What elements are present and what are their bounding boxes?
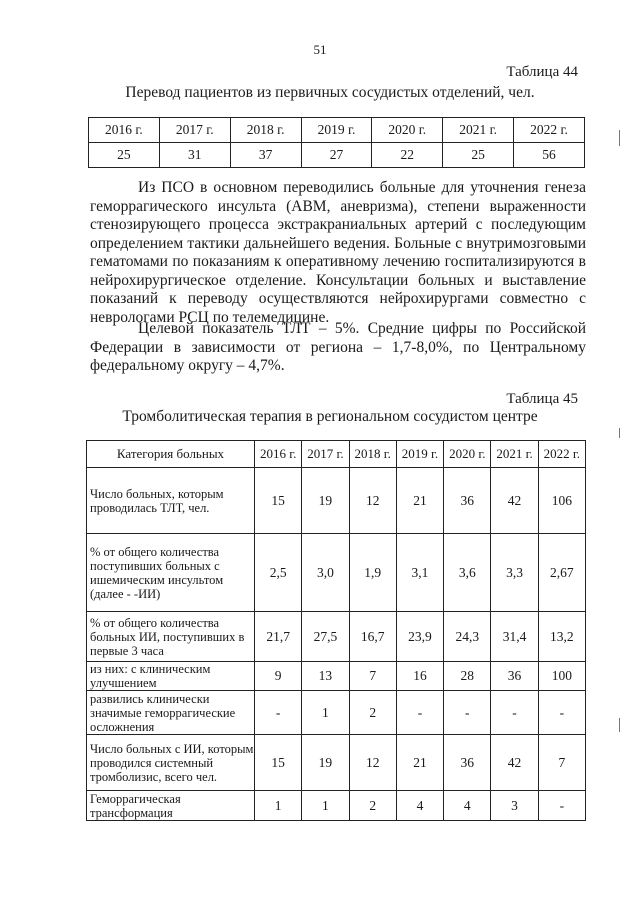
table-45 xyxy=(86,440,586,821)
table-45-category: Число больных, которым проводилась ТЛТ, чел. xyxy=(87,468,255,534)
table-44-year: 2018 г. xyxy=(230,118,301,143)
table-45-value: 3,6 xyxy=(444,534,491,612)
table-45-row xyxy=(87,662,586,691)
table-45-value: 4 xyxy=(396,791,443,821)
table-45-value: 13 xyxy=(302,662,349,691)
table-45-header-year: 2022 г. xyxy=(538,441,585,468)
table-45-row xyxy=(87,612,586,662)
table-45-value: 21 xyxy=(396,735,443,791)
table-45-value: 1 xyxy=(255,791,302,821)
table-45-row xyxy=(87,791,586,821)
table-45-value: 9 xyxy=(255,662,302,691)
table-45-value: - xyxy=(538,691,585,735)
table-45-value: 42 xyxy=(491,735,538,791)
table-45-value: 1,9 xyxy=(349,534,396,612)
table-44-value: 22 xyxy=(372,143,443,168)
table-45-value: - xyxy=(255,691,302,735)
table-45-value: - xyxy=(444,691,491,735)
table-44-title: Перевод пациентов из первичных сосудистых отделений, чел. xyxy=(125,84,535,101)
table-45-value: 36 xyxy=(491,662,538,691)
table-45-value: 36 xyxy=(444,468,491,534)
scan-artifact xyxy=(619,130,620,146)
table-45-value: 7 xyxy=(349,662,396,691)
table-45-value: 2 xyxy=(349,791,396,821)
table-44-value-row xyxy=(89,143,585,168)
table-45-value: 3,1 xyxy=(396,534,443,612)
table-45-value: 42 xyxy=(491,468,538,534)
table-44-value: 25 xyxy=(443,143,514,168)
table-45-value: 15 xyxy=(255,468,302,534)
table-45-value: 27,5 xyxy=(302,612,349,662)
table-44-value: 27 xyxy=(301,143,372,168)
table-45-category: % от общего количества больных ИИ, поступивших в первые 3 часа xyxy=(87,612,255,662)
table-45-value: 36 xyxy=(444,735,491,791)
paragraph-target-indicator: Целевой показатель ТЛТ – 5%. Средние цифры по Российской Федерации в зависимости от региона – 1,7-8,0%, по Центральному федеральному округу – 4,7%. xyxy=(90,320,586,374)
table-44 xyxy=(88,117,585,168)
table-44-value: 37 xyxy=(230,143,301,168)
table-45-value: 28 xyxy=(444,662,491,691)
table-45-header-year: 2017 г. xyxy=(302,441,349,468)
table-45-category: Геморрагическая трансформация xyxy=(87,791,255,821)
scan-artifact xyxy=(619,428,620,438)
table-45-value: 12 xyxy=(349,735,396,791)
table-45-value: 3,0 xyxy=(302,534,349,612)
table-45-category: Число больных с ИИ, которым проводился системный тромболизис, всего чел. xyxy=(87,735,255,791)
table-45-title: Тромболитическая терапия в региональном сосудистом центре xyxy=(122,408,538,425)
table-45-category: из них: с клиническим улучшением xyxy=(87,662,255,691)
table-44-year: 2019 г. xyxy=(301,118,372,143)
table-45-category: % от общего количества поступивших больных с ишемическим инсультом (далее - -ИИ) xyxy=(87,534,255,612)
table-45-value: 2,5 xyxy=(255,534,302,612)
table-45-header-row xyxy=(87,441,586,468)
table-45-label: Таблица 45 xyxy=(506,391,578,407)
table-45-row xyxy=(87,735,586,791)
table-45-value: - xyxy=(538,791,585,821)
table-45-value: 100 xyxy=(538,662,585,691)
table-45-value: - xyxy=(396,691,443,735)
table-45-value: 21 xyxy=(396,468,443,534)
table-45-value: 106 xyxy=(538,468,585,534)
table-45-value: 21,7 xyxy=(255,612,302,662)
table-45-value: 12 xyxy=(349,468,396,534)
table-45-value: 3,3 xyxy=(491,534,538,612)
table-44-year: 2016 г. xyxy=(89,118,160,143)
table-44-year: 2021 г. xyxy=(443,118,514,143)
table-44-value: 56 xyxy=(514,143,585,168)
scan-artifact xyxy=(619,718,620,732)
table-44-value: 25 xyxy=(89,143,160,168)
table-45-value: 16,7 xyxy=(349,612,396,662)
table-45-row xyxy=(87,534,586,612)
table-45-value: 23,9 xyxy=(396,612,443,662)
table-45-value: 4 xyxy=(444,791,491,821)
table-44-value: 31 xyxy=(159,143,230,168)
table-45-header-year: 2018 г. xyxy=(349,441,396,468)
table-45-value: 15 xyxy=(255,735,302,791)
table-45-value: 19 xyxy=(302,735,349,791)
table-45-header-year: 2016 г. xyxy=(255,441,302,468)
table-44-year: 2022 г. xyxy=(514,118,585,143)
table-45-header-year: 2021 г. xyxy=(491,441,538,468)
table-44-header-row xyxy=(89,118,585,143)
page-number: 51 xyxy=(313,42,327,57)
table-45-value: 7 xyxy=(538,735,585,791)
table-45-header-category: Категория больных xyxy=(87,441,255,468)
table-45-value: 24,3 xyxy=(444,612,491,662)
table-45-header-year: 2019 г. xyxy=(396,441,443,468)
table-44-year: 2017 г. xyxy=(159,118,230,143)
table-45-value: 31,4 xyxy=(491,612,538,662)
table-45-row xyxy=(87,691,586,735)
table-45-row xyxy=(87,468,586,534)
table-45-value: 16 xyxy=(396,662,443,691)
table-45-value: 2 xyxy=(349,691,396,735)
table-45-header-year: 2020 г. xyxy=(444,441,491,468)
table-45-value: 3 xyxy=(491,791,538,821)
table-45-category: развились клинически значимые геморрагические осложнения xyxy=(87,691,255,735)
table-45-value: 1 xyxy=(302,691,349,735)
table-45-value: 13,2 xyxy=(538,612,585,662)
table-45-value: 1 xyxy=(302,791,349,821)
table-45-value: 2,67 xyxy=(538,534,585,612)
table-45-value: 19 xyxy=(302,468,349,534)
paragraph-transfer-reasons: Из ПСО в основном переводились больные для уточнения генеза геморрагического инсульта (АВМ, аневризма), степени выраженности стенозирующего процесса экстракраниальных артерий с последующим определением тактики дальнейшего ведения. Больные с внутримозговыми гематомами по показаниям к оперативному лечению госпитализируются в нейрохирургическое отделение. Консультации больных и выставление показаний к переводу осуществляются нейрохирургами совместно с неврологами РСЦ по телемедицине. xyxy=(90,179,586,326)
table-45-value: - xyxy=(491,691,538,735)
table-44-label: Таблица 44 xyxy=(506,64,578,80)
table-44-year: 2020 г. xyxy=(372,118,443,143)
